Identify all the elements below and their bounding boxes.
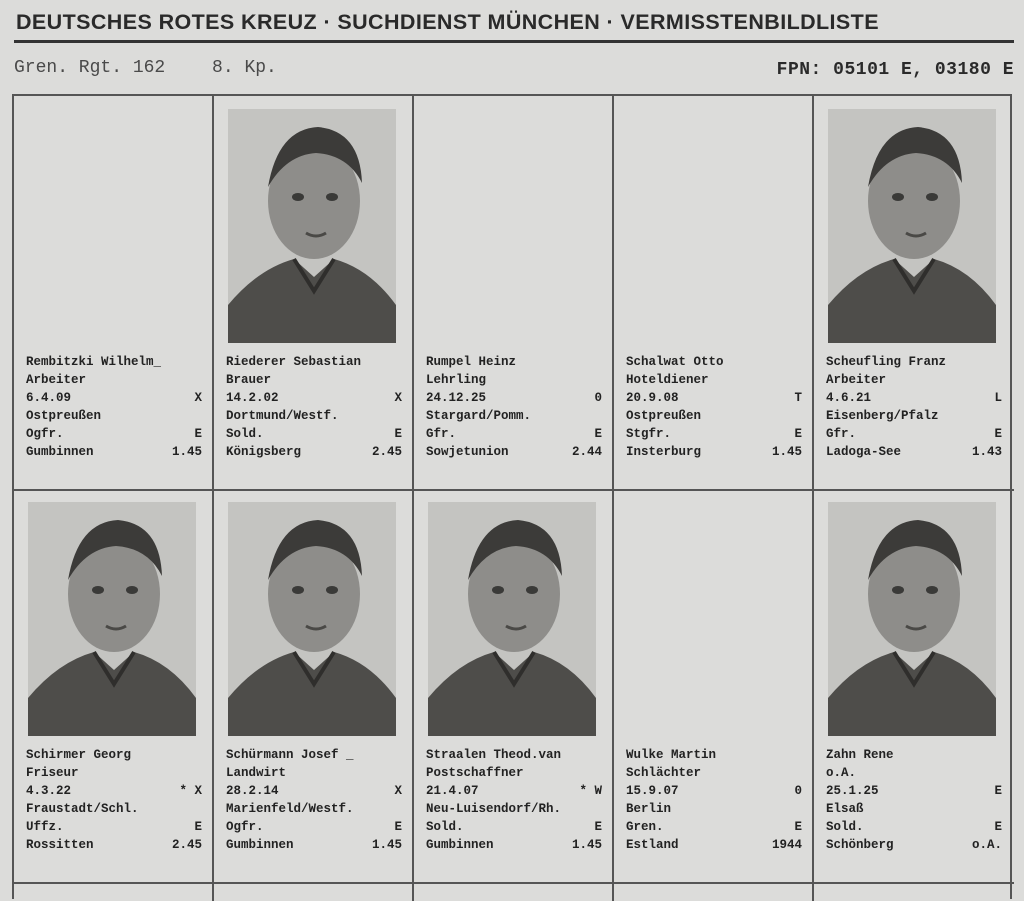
portrait-silhouette-icon <box>228 502 396 736</box>
person-mark-1: 0 <box>594 391 602 405</box>
person-last-place: Rossitten <box>26 838 94 852</box>
portrait-silhouette-icon <box>828 109 996 343</box>
person-mark-2: E <box>794 427 802 441</box>
person-birthdate: 4.3.22 <box>26 784 72 798</box>
person-last-date: 2.45 <box>371 445 402 459</box>
person-occupation: Brauer <box>226 373 272 387</box>
person-last-place: Gumbinnen <box>426 838 494 852</box>
person-card <box>414 490 610 882</box>
portrait-silhouette-icon <box>228 109 396 343</box>
person-info <box>826 353 1002 461</box>
regiment-label: Gren. Rgt. 162 <box>14 58 166 78</box>
person-rank: Gfr. <box>426 427 457 441</box>
portrait-silhouette-icon <box>28 502 196 736</box>
person-mark-1: 0 <box>794 784 802 798</box>
person-last-place: Sowjetunion <box>426 445 509 459</box>
person-card <box>14 97 210 489</box>
person-mark-2: E <box>994 427 1002 441</box>
person-info <box>626 746 802 854</box>
person-info <box>426 746 602 854</box>
portrait-silhouette-icon <box>428 502 596 736</box>
person-info <box>826 746 1002 854</box>
person-info <box>626 353 802 461</box>
person-rank: Gren. <box>626 820 664 834</box>
person-name: Riederer Sebastian <box>226 355 362 369</box>
person-card <box>14 490 210 882</box>
person-name: Schürmann Josef _ <box>226 748 354 762</box>
person-last-date: 1944 <box>771 838 802 852</box>
person-rank: Sold. <box>226 427 264 441</box>
person-birthdate: 21.4.07 <box>426 784 479 798</box>
person-last-date: 1.45 <box>571 838 602 852</box>
person-info <box>26 746 202 854</box>
person-mark-2: E <box>394 820 402 834</box>
person-mark-1: * W <box>579 784 602 798</box>
portrait-photo <box>228 109 396 343</box>
person-mark-1: L <box>994 391 1002 405</box>
person-name: Scheufling Franz <box>826 355 947 369</box>
grid-divider <box>14 882 1014 884</box>
person-card <box>214 97 410 489</box>
person-mark-1: E <box>994 784 1002 798</box>
person-name: Zahn Rene <box>826 748 894 762</box>
portrait-photo <box>828 109 996 343</box>
person-region: Marienfeld/Westf. <box>226 802 354 816</box>
person-last-place: Estland <box>626 838 679 852</box>
person-info <box>226 746 402 854</box>
person-region: Ostpreußen <box>626 409 702 423</box>
person-rank: Sold. <box>426 820 464 834</box>
person-birthdate: 24.12.25 <box>426 391 487 405</box>
person-info <box>426 353 602 461</box>
person-occupation: Hoteldiener <box>626 373 709 387</box>
document-header <box>14 8 1014 43</box>
person-rank: Stgfr. <box>626 427 672 441</box>
person-region: Neu-Luisendorf/Rh. <box>426 802 562 816</box>
person-occupation: Postschaffner <box>426 766 524 780</box>
person-name: Rumpel Heinz <box>426 355 517 369</box>
person-occupation: Lehrling <box>426 373 487 387</box>
person-info <box>226 353 402 461</box>
person-region: Fraustadt/Schl. <box>26 802 139 816</box>
person-occupation: Landwirt <box>226 766 287 780</box>
person-last-date: 1.45 <box>771 445 802 459</box>
person-occupation: Arbeiter <box>826 373 887 387</box>
person-birthdate: 14.2.02 <box>226 391 279 405</box>
portrait-photo <box>28 502 196 736</box>
person-birthdate: 28.2.14 <box>226 784 279 798</box>
person-last-place: Schönberg <box>826 838 894 852</box>
person-name: Straalen Theod.van <box>426 748 562 762</box>
person-region: Eisenberg/Pfalz <box>826 409 939 423</box>
person-mark-1: * X <box>179 784 202 798</box>
person-name: Schalwat Otto <box>626 355 724 369</box>
person-occupation: o.A. <box>826 766 857 780</box>
person-mark-2: E <box>994 820 1002 834</box>
person-occupation: Schlächter <box>626 766 702 780</box>
person-rank: Gfr. <box>826 427 857 441</box>
person-birthdate: 6.4.09 <box>26 391 72 405</box>
person-region: Dortmund/Westf. <box>226 409 339 423</box>
person-mark-2: E <box>194 820 202 834</box>
person-last-date: 2.44 <box>571 445 602 459</box>
person-last-place: Königsberg <box>226 445 302 459</box>
person-card <box>614 490 810 882</box>
person-rank: Uffz. <box>26 820 64 834</box>
person-info <box>26 353 202 461</box>
portrait-photo <box>428 502 596 736</box>
person-card <box>214 490 410 882</box>
person-last-date: 1.43 <box>971 445 1002 459</box>
person-last-date: o.A. <box>971 838 1002 852</box>
person-region: Ostpreußen <box>26 409 102 423</box>
person-mark-2: E <box>194 427 202 441</box>
person-name: Schirmer Georg <box>26 748 132 762</box>
company-label: 8. Kp. <box>212 58 277 78</box>
person-occupation: Friseur <box>26 766 79 780</box>
person-last-date: 1.45 <box>171 445 202 459</box>
portrait-photo <box>228 502 396 736</box>
person-birthdate: 25.1.25 <box>826 784 879 798</box>
person-rank: Ogfr. <box>226 820 264 834</box>
person-region: Stargard/Pomm. <box>426 409 532 423</box>
person-name: Rembitzki Wilhelm_ <box>26 355 162 369</box>
person-last-place: Gumbinnen <box>226 838 294 852</box>
person-mark-2: E <box>794 820 802 834</box>
document-title: DEUTSCHES ROTES KREUZ · SUCHDIENST MÜNCHEN · VERMISSTENBILDLISTE <box>16 10 879 34</box>
person-last-place: Ladoga-See <box>826 445 902 459</box>
portrait-silhouette-icon <box>828 502 996 736</box>
person-birthdate: 15.9.07 <box>626 784 679 798</box>
person-mark-1: X <box>394 784 402 798</box>
person-last-place: Gumbinnen <box>26 445 94 459</box>
person-card <box>414 97 610 489</box>
person-mark-2: E <box>594 427 602 441</box>
person-name: Wulke Martin <box>626 748 717 762</box>
person-mark-1: T <box>794 391 802 405</box>
person-last-place: Insterburg <box>626 445 702 459</box>
person-mark-2: E <box>594 820 602 834</box>
field-post-number: FPN: 05101 E, 03180 E <box>776 60 1014 80</box>
person-rank: Ogfr. <box>26 427 64 441</box>
person-region: Elsaß <box>826 802 864 816</box>
person-mark-1: X <box>194 391 202 405</box>
person-rank: Sold. <box>826 820 864 834</box>
person-card <box>814 490 1010 882</box>
person-mark-1: X <box>394 391 402 405</box>
person-occupation: Arbeiter <box>26 373 87 387</box>
person-last-date: 2.45 <box>171 838 202 852</box>
unit-line <box>14 58 313 78</box>
person-region: Berlin <box>626 802 672 816</box>
person-mark-2: E <box>394 427 402 441</box>
person-birthdate: 20.9.08 <box>626 391 679 405</box>
person-card <box>614 97 810 489</box>
person-card <box>814 97 1010 489</box>
person-birthdate: 4.6.21 <box>826 391 872 405</box>
portrait-photo <box>828 502 996 736</box>
person-last-date: 1.45 <box>371 838 402 852</box>
